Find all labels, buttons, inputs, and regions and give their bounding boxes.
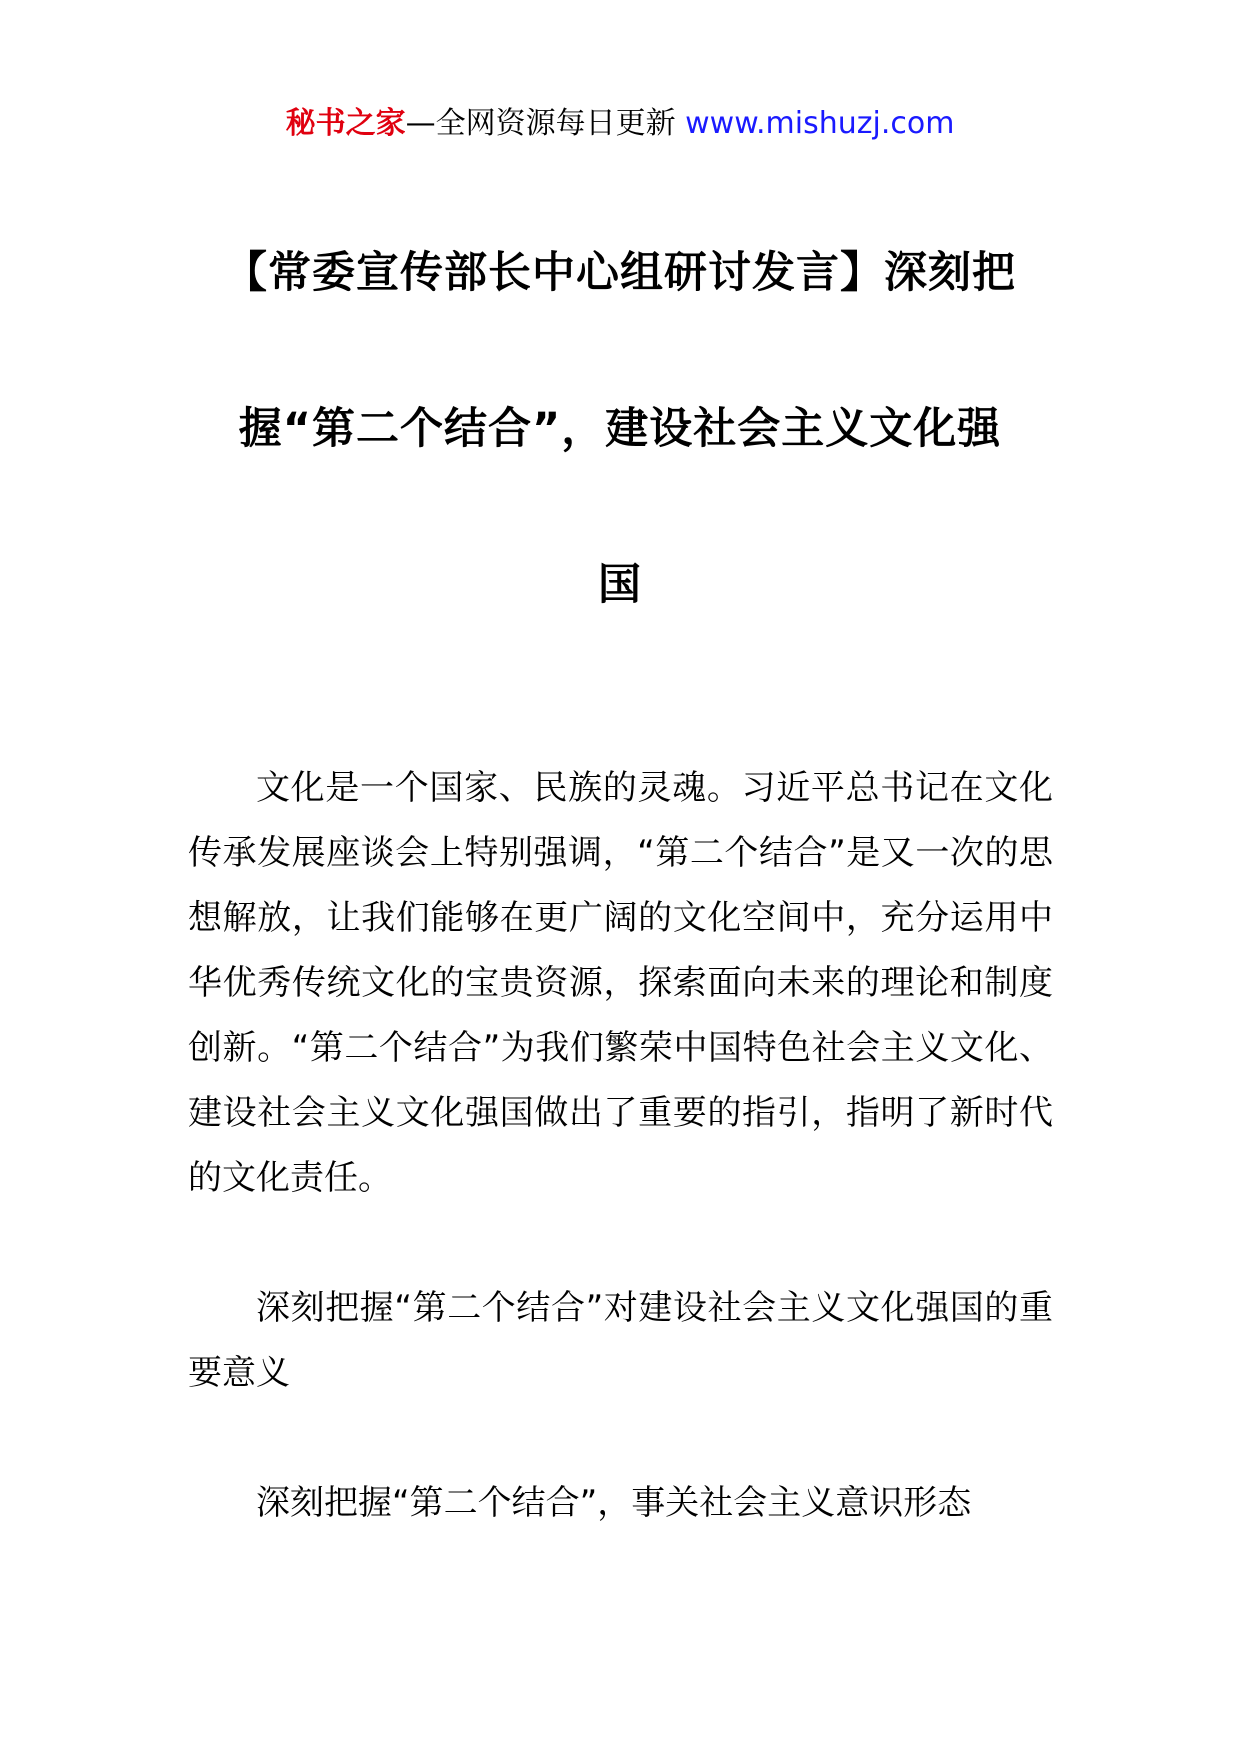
document-body (188, 756, 1053, 1536)
title-line-3: 国 (598, 560, 642, 610)
site-header (0, 100, 1240, 148)
document-title (195, 195, 1045, 663)
body-paragraph: 深刻把握“第二个结合”，事关社会主义意识形态 (256, 1483, 972, 1523)
body-paragraph: 文化是一个国家、民族的灵魂。习近平总书记在文化传承发展座谈会上特别强调，“第二个结合”是又一次的思想解放，让我们能够在更广阔的文化空间中，充分运用中华优秀传统文化的宝贵资源，探索面向未来的理论和制度创新。“第二个结合”为我们繁荣中国特色社会主义文化、建设社会主义文化强国做出了重要的指引，指明了新时代的文化责任。 (188, 768, 1053, 1198)
title-line-1: 【常委宣传部长中心组研讨发言】深刻把 (224, 248, 1016, 298)
site-url-link[interactable]: www.mishuzj.com (685, 106, 955, 141)
brand-name: 秘书之家 (285, 106, 406, 141)
title-line-2: 握“第二个结合”，建设社会主义文化强 (238, 404, 1002, 454)
section-heading: 深刻把握“第二个结合”对建设社会主义文化强国的重要意义 (188, 1288, 1053, 1393)
header-tagline: —全网资源每日更新 (405, 106, 686, 141)
